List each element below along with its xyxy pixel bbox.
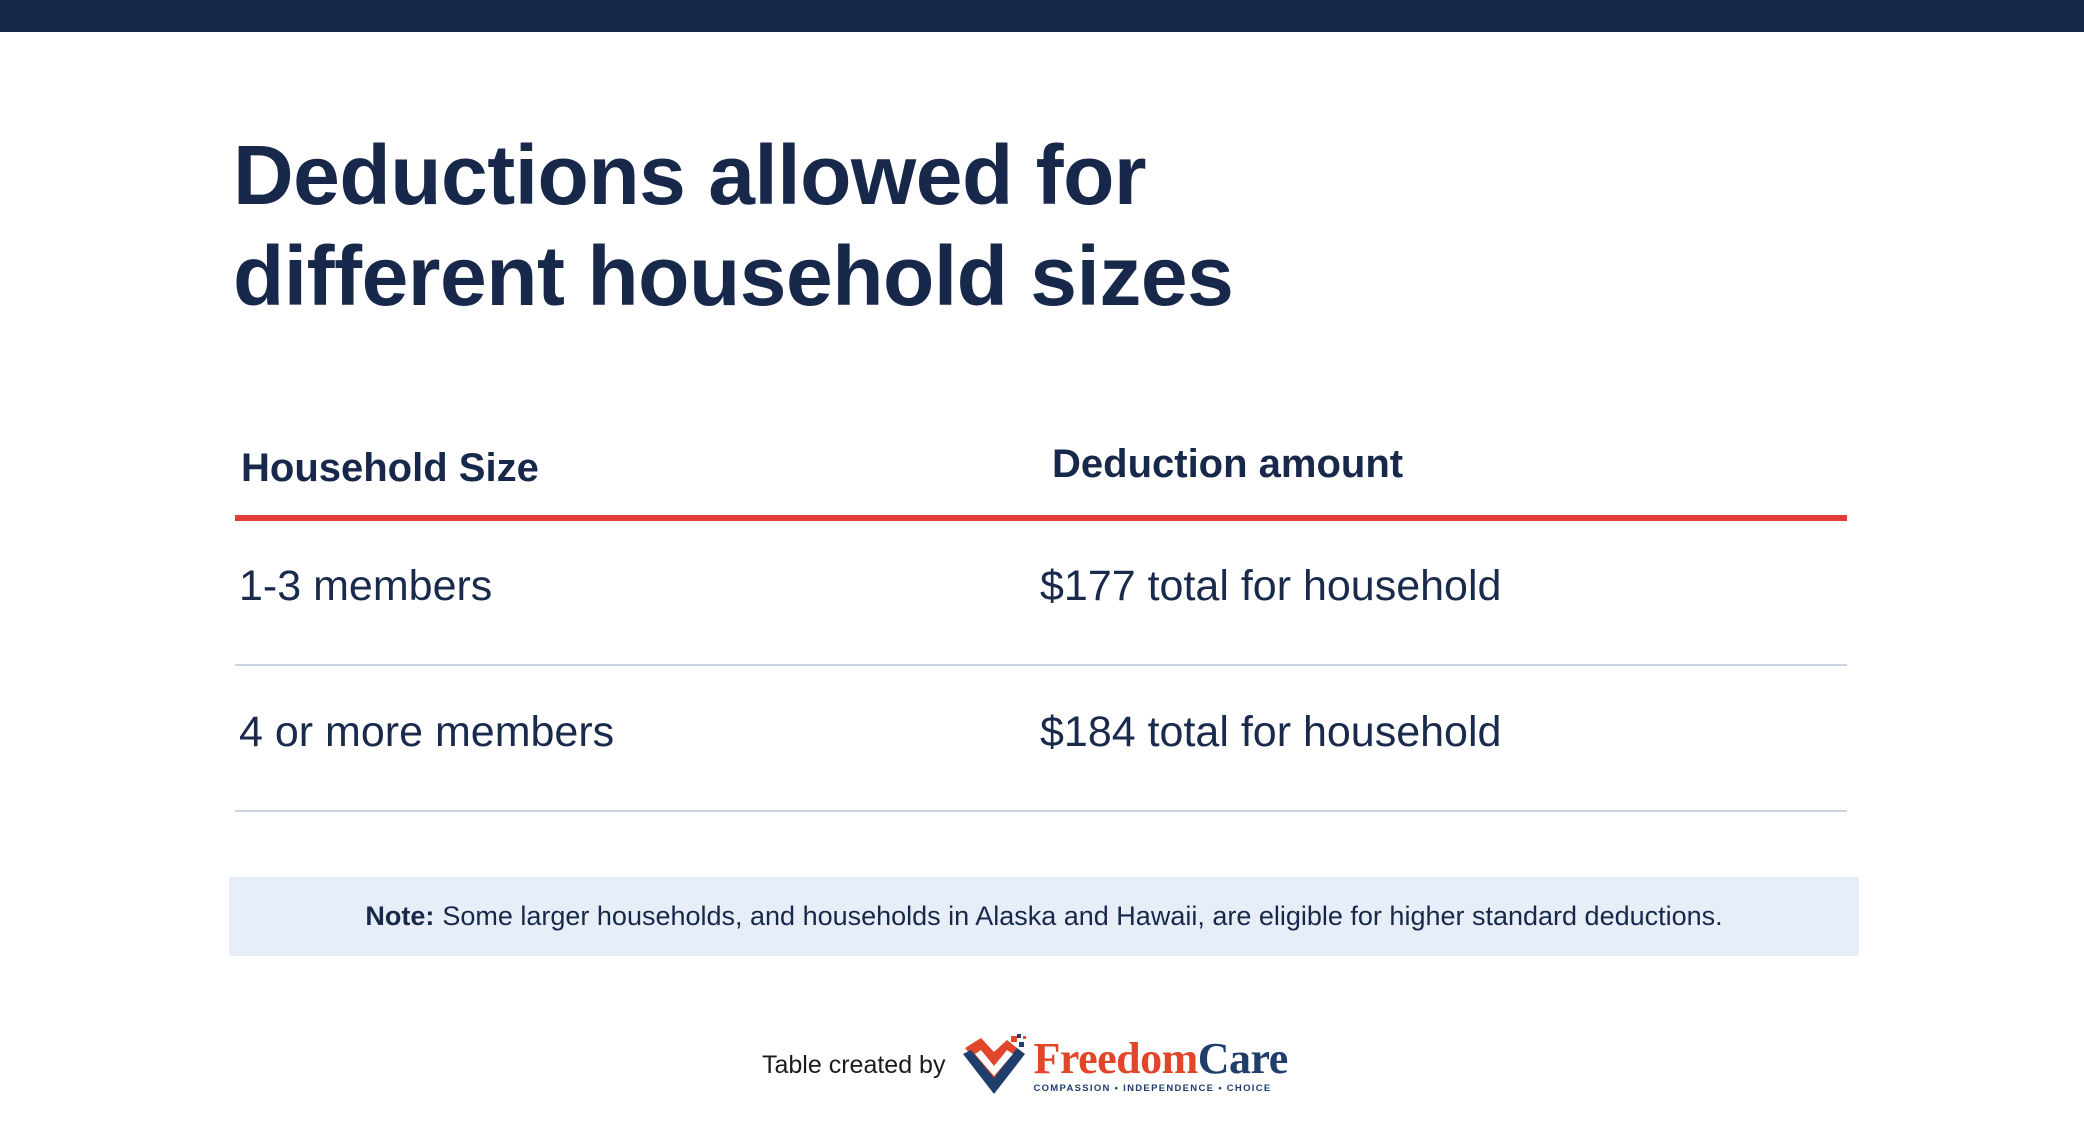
page-title-line-1: Deductions allowed for	[233, 128, 1147, 222]
deductions-table	[235, 430, 1847, 812]
page-title	[233, 125, 1533, 327]
table-header	[235, 430, 1847, 520]
note-label: Note:	[365, 901, 435, 931]
note-box	[229, 877, 1859, 956]
logo-name-part-2: Care	[1197, 1033, 1288, 1083]
household-size-cell: 1-3 members	[239, 562, 493, 610]
column-header-household-size: Household Size	[241, 446, 539, 490]
page-title-line-2: different household sizes	[233, 229, 1234, 323]
top-banner-bar	[0, 0, 2084, 32]
heart-check-logo-icon	[959, 1032, 1029, 1098]
deduction-amount-cell: $184 total for household	[1040, 708, 1502, 756]
credit-line	[762, 1030, 1288, 1100]
logo-name	[1033, 1033, 1288, 1083]
row-divider	[235, 810, 1847, 812]
table-row	[235, 666, 1847, 812]
logo-name-part-1: Freedom	[1033, 1033, 1198, 1083]
household-size-cell: 4 or more members	[239, 708, 615, 756]
logo-tagline: COMPASSION • INDEPENDENCE • CHOICE	[1033, 1082, 1272, 1094]
note-text: Some larger households, and households in Alaska and Hawaii, are eligible for higher standard deductions.	[442, 901, 1723, 931]
deduction-amount-cell: $177 total for household	[1040, 562, 1502, 610]
logo-wordmark	[1033, 1033, 1288, 1094]
freedomcare-logo	[959, 1032, 1287, 1098]
column-header-deduction-amount: Deduction amount	[1052, 442, 1404, 486]
table-row	[235, 520, 1847, 666]
credit-text: Table created by	[762, 1050, 946, 1079]
